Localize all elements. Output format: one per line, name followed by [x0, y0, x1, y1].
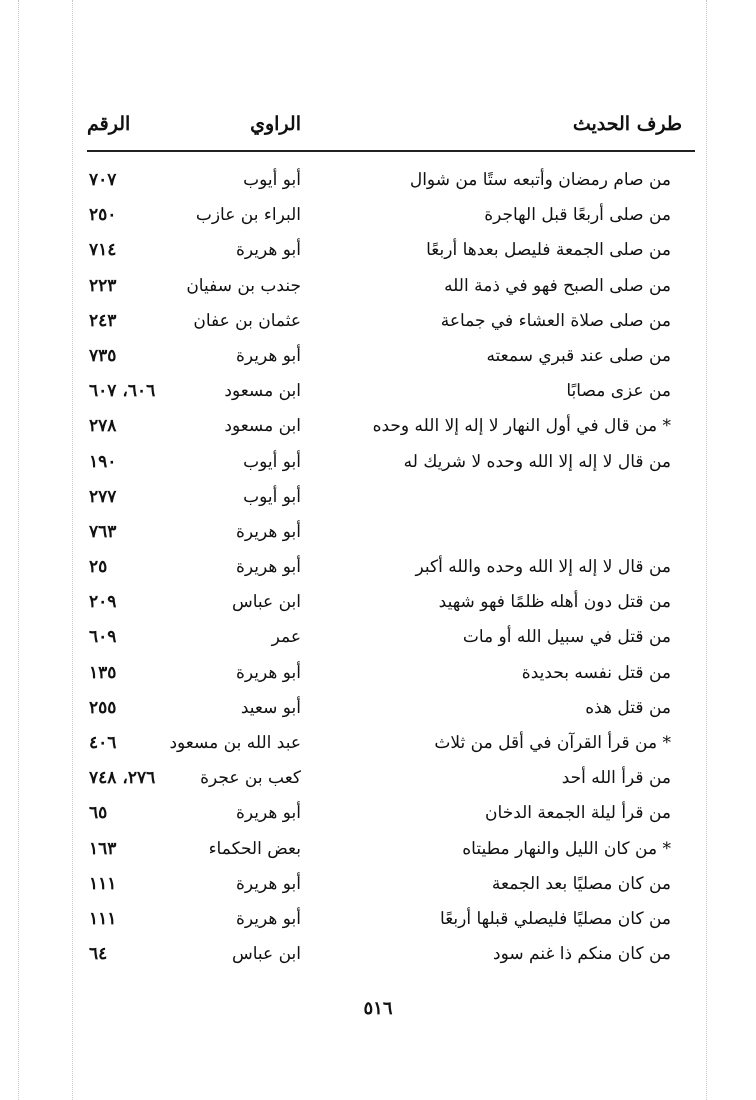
hadith-number: ١٦٣ [89, 838, 117, 859]
narrator-name: ابن عباس [231, 592, 301, 613]
hadith-text: * من كان الليل والنهار مطيتاه [462, 838, 671, 859]
table-row [0, 203, 756, 238]
hadith-number: ٧١٤ [89, 240, 117, 261]
hadith-number: ٧٠٧ [89, 170, 117, 190]
header-hadith: طرف الحديث [572, 113, 682, 135]
hadith-text: من قرأ ليلة الجمعة الدخان [485, 803, 671, 824]
hadith-text: من صام رمضان وأتبعه ستًا من شوال [409, 170, 671, 190]
hadith-number: ٢٢٣ [89, 275, 117, 296]
narrator-name: أبو سعيد [240, 697, 301, 718]
hadith-number: ٤٠٦ [89, 733, 117, 753]
hadith-number: ٦٥ [89, 803, 108, 824]
narrator-name: بعض الحكماء [208, 838, 301, 859]
hadith-text: من قال لا إله إلا الله وحده والله أكبر [415, 557, 671, 578]
table-row [0, 696, 756, 731]
hadith-text: من قتل دون أهله ظلمًا فهو شهيد [438, 592, 671, 613]
hadith-number: ١٩٠ [89, 451, 117, 472]
hadith-text: من عزى مصابًا [566, 381, 671, 402]
hadith-text: من قتل هذه [585, 697, 671, 718]
header-number: الرقم [87, 113, 131, 135]
hadith-text: من صلى الجمعة فليصل بعدها أربعًا [426, 240, 671, 261]
table-row [0, 274, 756, 309]
narrator-name: أبو أيوب [243, 170, 301, 190]
table-row [0, 942, 756, 977]
hadith-text: من صلى صلاة العشاء في جماعة [440, 310, 671, 331]
table-row [0, 625, 756, 660]
narrator-name: أبو هريرة [235, 908, 301, 929]
narrator-name: ابن مسعود [224, 416, 301, 437]
hadith-number: ٢٥ [89, 557, 108, 578]
narrator-name: أبو هريرة [235, 521, 301, 542]
narrator-name: أبو هريرة [235, 240, 301, 261]
hadith-text: من كان مصليًا بعد الجمعة [491, 873, 671, 894]
narrator-name: البراء بن عازب [195, 205, 301, 226]
hadith-text: من كان مصليًا فليصلي قبلها أربعًا [440, 908, 671, 929]
hadith-text: * من قال في أول النهار لا إله إلا الله وحده [372, 416, 671, 437]
hadith-text: من صلى أربعًا قبل الهاجرة [484, 205, 671, 226]
table-row [0, 555, 756, 590]
index-table [0, 168, 756, 977]
hadith-text: من صلى الصبح فهو في ذمة الله [444, 275, 671, 296]
table-row [0, 414, 756, 449]
table-row [0, 731, 756, 766]
hadith-number: ١٣٥ [89, 662, 117, 683]
table-row [0, 872, 756, 907]
narrator-name: عمر [271, 627, 301, 648]
table-row [0, 168, 756, 203]
hadith-number: ٢٧٨ [89, 416, 117, 437]
table-row [0, 907, 756, 942]
hadith-text: * من قرأ القرآن في أقل من ثلاث [434, 733, 671, 753]
narrator-name: كعب بن عجرة [200, 768, 301, 789]
table-row [0, 379, 756, 414]
header-narrator: الراوي [250, 113, 301, 135]
hadith-number: ٢٤٣ [89, 310, 117, 331]
table-row [0, 485, 756, 520]
narrator-name: أبو هريرة [235, 803, 301, 824]
hadith-text: من قتل في سبيل الله أو مات [462, 627, 671, 648]
hadith-number: ٦٠٦، ٦٠٧ [89, 381, 156, 402]
hadith-number: ١١١ [89, 873, 117, 894]
hadith-number: ٢٧٦، ٧٤٨ [89, 768, 156, 789]
page-number: ٥١٦ [363, 998, 393, 1019]
hadith-number: ٢٠٩ [89, 592, 117, 613]
narrator-name: ابن عباس [231, 944, 301, 965]
hadith-number: ٦٤ [89, 944, 108, 965]
table-row [0, 520, 756, 555]
narrator-name: أبو هريرة [235, 873, 301, 894]
table-row [0, 309, 756, 344]
hadith-number: ٢٥٥ [89, 697, 117, 718]
table-row [0, 766, 756, 801]
table-row [0, 801, 756, 836]
hadith-number: ١١١ [89, 908, 117, 929]
hadith-number: ٧٦٣ [89, 521, 117, 542]
narrator-name: ابن مسعود [224, 381, 301, 402]
table-row [0, 344, 756, 379]
hadith-text: من كان منكم ذا غنم سود [493, 944, 671, 965]
hadith-text: من قتل نفسه بحديدة [521, 662, 671, 683]
narrator-name: أبو أيوب [243, 486, 301, 507]
narrator-name: عثمان بن عفان [193, 310, 301, 331]
table-row [0, 661, 756, 696]
table-row [0, 450, 756, 485]
hadith-number: ٦٠٩ [89, 627, 117, 648]
hadith-text: من قال لا إله إلا الله وحده لا شريك له [403, 451, 671, 472]
hadith-number: ٢٧٧ [89, 486, 117, 507]
narrator-name: أبو هريرة [235, 345, 301, 366]
table-row [0, 590, 756, 625]
hadith-text: من قرأ الله أحد [561, 768, 671, 789]
narrator-name: أبو هريرة [235, 557, 301, 578]
table-row [0, 837, 756, 872]
table-row [0, 238, 756, 273]
hadith-text: من صلى عند قبري سمعته [486, 345, 671, 366]
narrator-name: عبد الله بن مسعود [169, 733, 301, 753]
narrator-name: أبو هريرة [235, 662, 301, 683]
header-rule [87, 150, 695, 152]
narrator-name: جندب بن سفيان [186, 275, 301, 296]
hadith-number: ٢٥٠ [89, 205, 117, 226]
narrator-name: أبو أيوب [243, 451, 301, 472]
hadith-number: ٧٣٥ [89, 345, 117, 366]
